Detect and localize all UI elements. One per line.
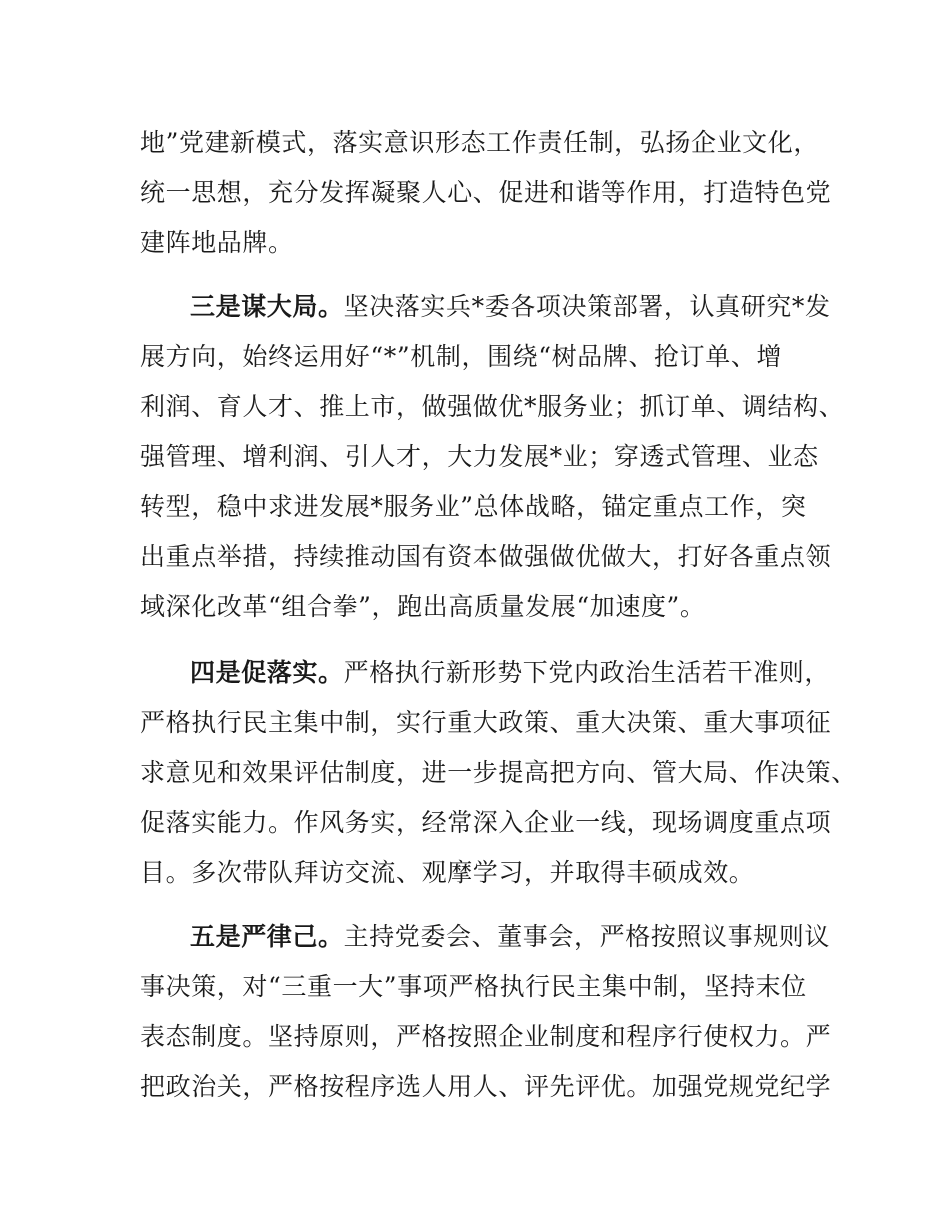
paragraph-first-line-text: 坚决落实兵*委各项决策部署，认真研究*发: [343, 292, 831, 321]
paragraph-lead-heading: 五是严律己。: [190, 922, 344, 951]
text-line: 强管理、增利润、引人才，大力发展*业；穿透式管理、业态: [140, 442, 819, 471]
paragraph-lead-heading: 四是促落实。: [190, 658, 344, 687]
text-line: 域深化改革“组合拳”，跑出高质量发展“加速度”。: [140, 592, 706, 621]
paragraph-first-line-text: 严格执行新形势下党内政治生活若干准则，: [343, 658, 831, 687]
text-line: 展方向，始终运用好“*”机制，围绕“树品牌、抢订单、增: [140, 342, 783, 371]
text-line: 转型，稳中求进发展*服务业”总体战略，锚定重点工作，突: [140, 492, 807, 521]
paragraph-first-line: [190, 658, 830, 688]
text-line: 建阵地品牌。: [140, 228, 294, 257]
text-line: 统一思想，充分发挥凝聚人心、促进和谐等作用，打造特色党: [140, 178, 832, 207]
text-line: 出重点举措，持续推动国有资本做强做优做大，打好各重点领: [140, 542, 832, 571]
paragraph-first-line: [190, 292, 831, 322]
text-line: 利润、育人才、推上市，做强做优*服务业；抓订单、调结构、: [140, 392, 845, 421]
text-line: 目。多次带队拜访交流、观摩学习，并取得丰硕成效。: [140, 858, 755, 887]
text-line: 把政治关，严格按程序选人用人、评先评优。加强党规党纪学: [140, 1072, 832, 1101]
text-line: 严格执行民主集中制，实行重大政策、重大决策、重大事项征: [140, 708, 832, 737]
paragraph-lead-heading: 三是谋大局。: [190, 292, 344, 321]
text-line: 促落实能力。作风务实，经常深入企业一线，现场调度重点项: [140, 808, 832, 837]
text-line: 事决策，对“三重一大”事项严格执行民主集中制，坚持末位: [140, 972, 807, 1001]
paragraph-first-line: [190, 922, 830, 952]
paragraph-first-line-text: 主持党委会、董事会，严格按照议事规则议: [343, 922, 831, 951]
text-line: 地”党建新模式，落实意识形态工作责任制，弘扬企业文化，: [140, 128, 819, 157]
text-line: 表态制度。坚持原则，严格按照企业制度和程序行使权力。严: [140, 1022, 832, 1051]
text-line: 求意见和效果评估制度，进一步提高把方向、管大局、作决策、: [140, 758, 857, 787]
